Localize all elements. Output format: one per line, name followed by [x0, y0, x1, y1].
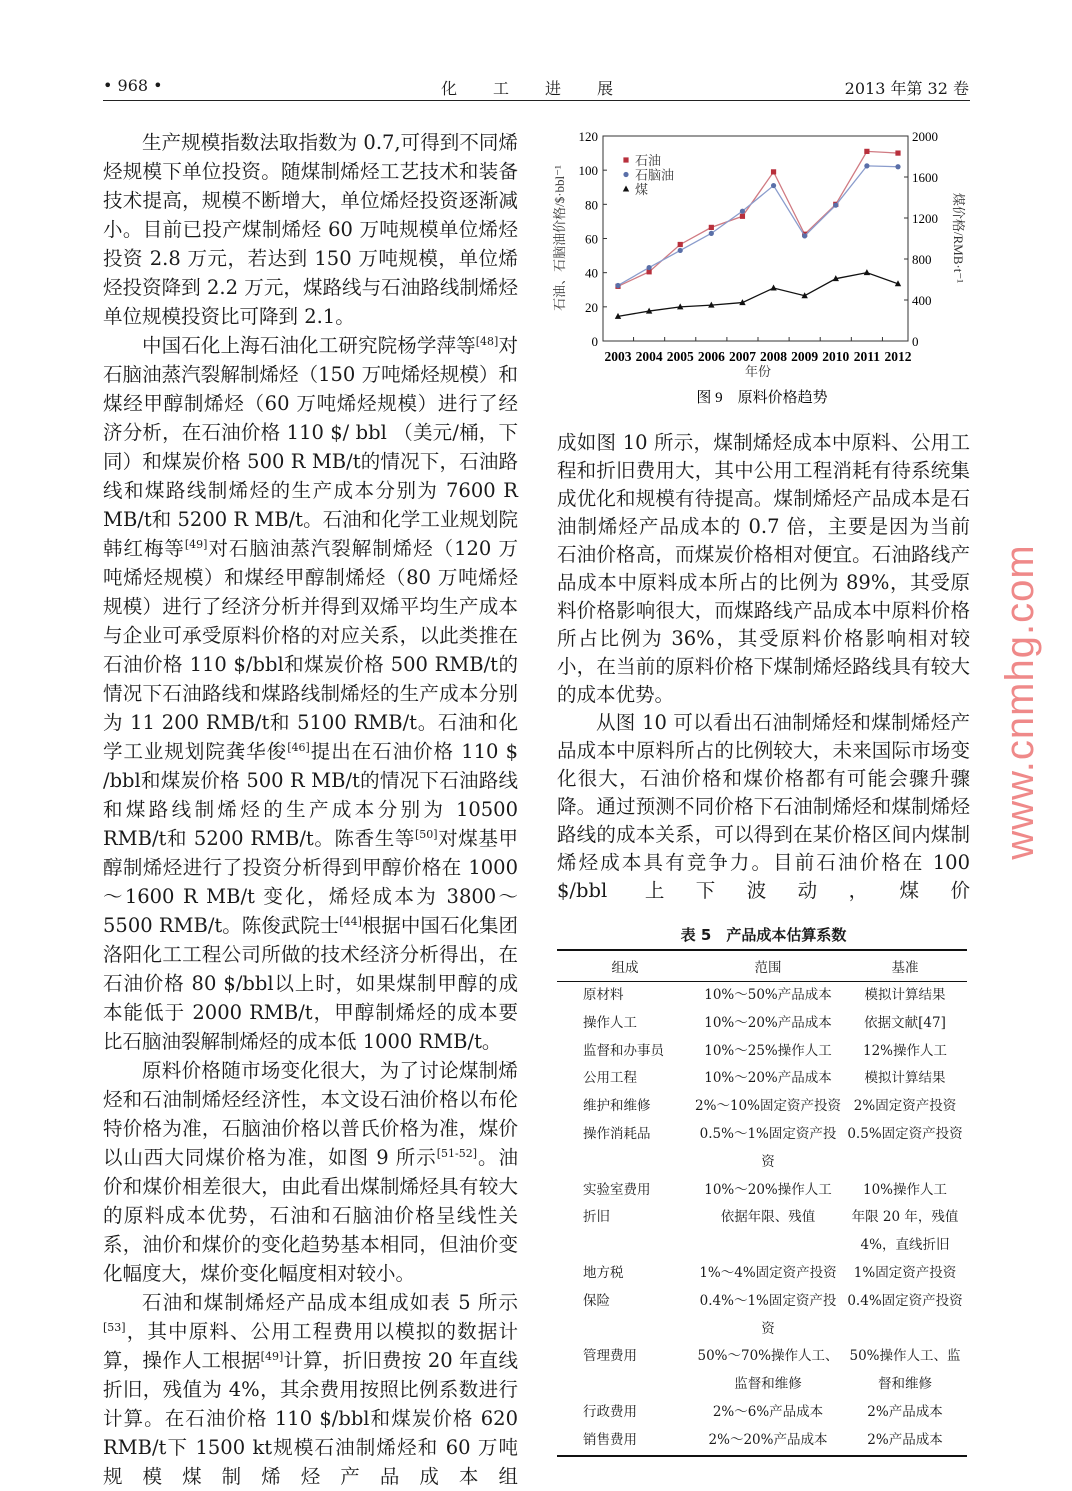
paragraph-text: ，其中原料、公用工程费用以模拟的数据计算，操作人工根据	[103, 1320, 518, 1372]
table-cell: 模拟计算结果	[864, 1070, 946, 1087]
table-cell: 0.4%～1%固定资产投资	[699, 1292, 837, 1337]
table-cell: 依据年限、残值	[720, 1209, 816, 1226]
y2-tick-label: 800	[912, 252, 932, 267]
x-tick-label: 2006	[697, 349, 725, 364]
paragraph-text: 对石脑油蒸汽裂解制烯烃（120 万吨烯烃规模）和煤经甲醇制烯烃（80 万吨烯烃规模）进行了经济分析并得到双烯平均生产成本与企业可承受原料价格的对应关系，以此类推在石油价格 110 $/bbl和煤炭价格 500 RMB/t的情况下石油路线和煤路线制烯烃的生产成本分别为 11 200 RMB/t和 5100 RMB/t。石油和化学工业规划院龚华俊	[103, 537, 518, 763]
table-cell: 行政费用	[583, 1403, 637, 1420]
paragraph-text: 从图 10 可以看出石油制烯烃和煤制烯烃产品成本中原料所占的比例较大，未来国际市场变化很大，石油价格和煤价格都有可能会骤升骤降。通过预测不同价格下石油制烯烃和煤制烯烃路线的成本关系，可以得到在某价格区间内煤制烯烃成本具有竞争力。目前石油价格在 100 $/bbl 上下波动，煤价	[557, 711, 970, 902]
paragraph-text: 生产规模指数法取指数为 0.7,可得到不同烯烃规模下单位投资。随煤制烯烃工艺技术和装备技术提高，规模不断增大，单位烯烃投资逐渐减小。目前已投产煤制烯烃 60 万吨规模单位烯烃投资 2.8 万元，若达到 150 万吨规模，单位烯烃投资降到 2.2 万元，煤路线与石油路线制烯烃单位规模投资比可降到 2.1。	[103, 131, 518, 328]
table-row	[557, 1093, 967, 1121]
paragraph	[103, 1056, 518, 1288]
y-tick-label: 80	[585, 197, 598, 213]
table-row	[557, 1343, 967, 1399]
data-point	[647, 265, 652, 270]
table-cell: 地方税	[583, 1264, 624, 1281]
x-tick-label: 2008	[760, 349, 788, 364]
y2-tick-label: 0	[912, 334, 919, 349]
y2-tick-label: 1600	[912, 170, 938, 185]
legend-marker	[623, 186, 629, 192]
y-axis-label: 石油、石脑油价格/$·bbl⁻¹	[552, 165, 567, 311]
table-row	[557, 1260, 967, 1288]
table-cell: 保险	[583, 1292, 610, 1309]
table-row	[557, 1399, 967, 1427]
data-point	[740, 214, 745, 219]
x-tick-label: 2007	[728, 349, 756, 364]
issue-info: 2013 年第 32 卷	[844, 79, 969, 98]
paragraph	[103, 331, 518, 1056]
y-tick-label: 40	[585, 265, 598, 281]
paragraph	[103, 1288, 518, 1491]
y-tick-label: 100	[578, 163, 598, 179]
y2-tick-label: 1200	[912, 211, 938, 226]
table-cell: 0.5%～1%固定资产投资	[699, 1125, 837, 1170]
table-header: 范围	[693, 950, 843, 982]
table-cell: 50%操作人工、监督和维修	[849, 1348, 961, 1393]
x-tick-label: 2010	[822, 349, 850, 364]
figure-caption: 图 9 原料价格趋势	[696, 390, 828, 406]
data-point	[740, 209, 745, 214]
right-column	[557, 429, 970, 1457]
left-column-text	[103, 128, 518, 1491]
data-point	[709, 225, 714, 230]
x-tick-label: 2011	[853, 349, 881, 364]
y-tick-label: 120	[578, 129, 598, 144]
table-cell: 10%操作人工	[862, 1181, 947, 1198]
page-number: • 968 •	[103, 76, 163, 95]
x-axis-label: 年份	[744, 364, 772, 379]
table-cell: 1%～4%固定资产投资	[699, 1264, 837, 1281]
paragraph	[103, 128, 518, 331]
y2-axis-label: 煤价格/RMB·t⁻¹	[951, 192, 966, 284]
table-cell: 2%固定资产投资	[853, 1098, 957, 1115]
table-header: 组成	[557, 950, 693, 982]
legend-marker	[623, 157, 628, 162]
table-cell: 年限 20 年，残值 4%，直线折旧	[851, 1209, 959, 1254]
table-cell: 依据文献[47]	[864, 1014, 946, 1031]
raw-material-price-chart	[552, 120, 966, 410]
paragraph-text: 提出在石油价格 110 $ /bbl和煤炭价格 500 R MB/t的情况下石油路线和煤路线制烯烃的生产成本分别为 10500 RMB/t和 5200 RMB/t。陈香生等	[103, 740, 518, 850]
table-cell: 销售费用	[583, 1431, 637, 1448]
table-row	[557, 1427, 967, 1456]
y2-tick-label: 2000	[912, 129, 938, 144]
table-cell: 12%操作人工	[862, 1042, 947, 1059]
right-column-text	[557, 429, 970, 905]
paragraph-text: 原料价格随市场变化很大，为了讨论煤制烯烃和石油制烯烃经济性，本文设石油价格以布伦特价格为准，石脑油价格以普氏价格为准，煤价以山西大同煤价格为准，如图 9 所示	[103, 1059, 518, 1169]
table-cell: 操作人工	[583, 1014, 637, 1031]
citation-superscript: [50]	[414, 828, 438, 841]
citation-superscript: [48]	[475, 335, 499, 348]
table-cell: 0.4%固定资产投资	[847, 1292, 963, 1309]
citation-superscript: [51-52]	[436, 1147, 478, 1160]
x-tick-label: 2005	[666, 349, 694, 364]
citation-superscript: [53]	[103, 1321, 126, 1334]
table-row	[557, 1065, 967, 1093]
data-point	[895, 150, 900, 155]
table-row	[557, 1204, 967, 1260]
citation-superscript: [49]	[260, 1350, 284, 1363]
table-title: 表 5 产品成本估算系数	[680, 926, 847, 944]
data-point	[833, 203, 838, 208]
table-cell: 10%～20%产品成本	[704, 1014, 832, 1031]
watermark: www.cnmhg.com	[998, 544, 1042, 860]
paragraph-text: 中国石化上海石油化工研究院杨学萍等	[142, 334, 476, 357]
table-cell: 10%～50%产品成本	[704, 987, 832, 1003]
table-cell: 原材料	[583, 987, 624, 1003]
series-line-1	[618, 166, 898, 286]
table-cell: 监督和办事员	[583, 1042, 664, 1059]
series-line-2	[618, 273, 898, 317]
citation-superscript: [49]	[184, 538, 208, 551]
table-cell: 2%产品成本	[867, 1403, 943, 1420]
data-point	[771, 183, 776, 188]
paragraph	[557, 709, 970, 905]
legend-label: 石油	[635, 153, 662, 168]
data-point	[864, 269, 870, 275]
table-cell: 折旧	[583, 1209, 610, 1226]
table-cell: 1%固定资产投资	[853, 1264, 957, 1281]
table-row	[557, 1288, 967, 1344]
table-cell: 实验室费用	[583, 1181, 651, 1198]
legend-label: 煤	[635, 182, 649, 197]
table-cell: 10%～25%操作人工	[704, 1042, 832, 1059]
x-tick-label: 2004	[635, 349, 663, 364]
y-tick-label: 0	[591, 334, 598, 349]
paragraph-text: 。油价和煤价相差很大，由此看出煤制烯烃具有较大的原料成本优势，石油和石脑油价格呈线性关系，油价和煤价的变化趋势基本相同，但油价变化幅度大，煤价变化幅度相对较小。	[103, 1146, 518, 1285]
cost-coefficient-table	[557, 949, 967, 1457]
table-row	[557, 982, 967, 1010]
y-tick-label: 60	[585, 231, 598, 247]
table-header-row	[557, 950, 967, 982]
table-cell: 操作消耗品	[583, 1125, 651, 1142]
data-point	[678, 248, 683, 253]
table-header: 基准	[843, 950, 967, 982]
y2-tick-label: 400	[912, 293, 932, 308]
paragraph-text: 对石脑油蒸汽裂解制烯烃（150 万吨烯烃规模）和煤经甲醇制烯烃（60 万吨烯烃规模）进行了经济分析，在石油价格 110 $/ bbl （美元/桶，下同）和煤炭价格 500 R MB/t的情况下，石油路线和煤路线制烯烃的生产成本分别为 7600 R MB/t和 5200 R MB/t。石油和化学工业规划院韩红梅等	[103, 334, 518, 560]
data-point	[864, 163, 869, 168]
legend-marker	[623, 172, 628, 177]
table-cell: 2%～10%固定资产投资	[695, 1098, 841, 1115]
table-row	[557, 1038, 967, 1066]
paragraph	[557, 429, 970, 709]
table-cell: 2%～20%产品成本	[708, 1431, 828, 1448]
paragraph-text: 根据中国石化集团洛阳化工工程公司所做的技术经济分析得出，在石油价格 80 $/bbl以上时，如果煤制甲醇的成本能低于 2000 RMB/t，甲醇制烯烃的成本要比石脑油裂解制烯烃的成本低 1000 RMB/t。	[103, 914, 518, 1053]
data-point	[709, 231, 714, 236]
table-cell: 10%～20%操作人工	[704, 1181, 832, 1198]
data-point	[802, 233, 807, 238]
table-cell: 0.5%固定资产投资	[847, 1125, 963, 1142]
paragraph-text: 计算，折旧费按 20 年直线折旧，残值为 4%，其余费用按照比例系数进行计算。在石油价格 110 $/bbl和煤炭价格 620 RMB/t下 1500 kt规模石油制烯烃和 60 万吨规模煤制烯烃产品成本组	[103, 1349, 518, 1488]
table-row	[557, 1177, 967, 1205]
y-tick-label: 20	[585, 299, 598, 315]
data-point	[895, 164, 900, 169]
data-point	[771, 169, 776, 174]
table-cell: 50%～70%操作人工、监督和维修	[697, 1348, 839, 1393]
data-point	[615, 283, 620, 288]
data-point	[770, 285, 776, 291]
table-cell: 维护和维修	[583, 1098, 651, 1115]
citation-superscript: [46]	[287, 741, 310, 754]
table-row	[557, 1121, 967, 1177]
paragraph-text: 对煤基甲醇制烯烃进行了投资分析得到甲醇价格在 1000～1600 R MB/t 变化，烯烃成本为 3800～5500 RMB/t。陈俊武院士	[103, 827, 518, 937]
table-cell: 2%～6%产品成本	[712, 1403, 824, 1420]
journal-name: 化工进展	[440, 79, 649, 98]
table-cell: 公用工程	[583, 1070, 637, 1087]
table-cell: 2%产品成本	[867, 1431, 943, 1448]
x-tick-label: 2003	[604, 349, 632, 364]
legend-label: 石脑油	[635, 167, 675, 183]
data-point	[864, 149, 869, 154]
table-cell: 10%～20%产品成本	[704, 1070, 832, 1087]
x-tick-label: 2009	[791, 349, 819, 364]
citation-superscript: [44]	[339, 915, 362, 928]
header-rule	[103, 100, 970, 101]
table-cell: 模拟计算结果	[864, 987, 946, 1003]
paragraph-text: 石油和煤制烯烃产品成本组成如表 5 所示	[142, 1291, 518, 1314]
data-point	[678, 242, 683, 247]
paragraph-text: 成如图 10 所示，煤制烯烃成本中原料、公用工程和折旧费用大，其中公用工程消耗有待系统集成优化和规模有待提高。煤制烯烃产品成本是石油制烯烃产品成本的 0.7 倍，主要是因为当前石油价格高，而煤炭价格相对便宜。石油路线产品成本中原料成本所占的比例为 89%，其受原料价格影响很大，而煤路线产品成本中原料价格所占比例为 36%，其受原料价格影响相对较小，在当前的原料价格下煤制烯烃路线具有较大的成本优势。	[557, 431, 970, 706]
table-row	[557, 1010, 967, 1038]
x-tick-label: 2012	[884, 349, 912, 364]
table-cell: 管理费用	[583, 1348, 637, 1365]
